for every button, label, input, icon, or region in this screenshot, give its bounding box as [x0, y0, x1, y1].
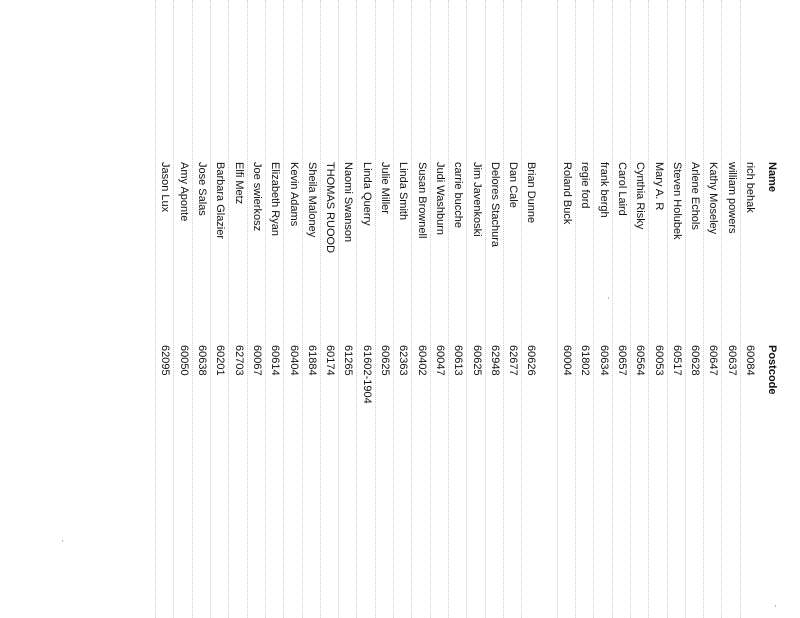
postcode-cell: 60517 [670, 345, 683, 376]
postcode-cell: 60634 [597, 345, 610, 376]
postcode-cell: 60174 [324, 345, 337, 376]
table-row [575, 0, 593, 618]
table-body [155, 0, 758, 618]
name-cell: Amy Aponte [177, 162, 190, 222]
table-header [762, 0, 778, 618]
name-cell: Cynthia Risky [634, 162, 647, 230]
name-cell: carrie bucche [452, 162, 465, 229]
table-row [630, 0, 648, 618]
table-row [210, 0, 228, 618]
name-cell: Jason Lux [159, 162, 172, 213]
table-row [302, 0, 320, 618]
table-row [411, 0, 429, 618]
table-row [740, 0, 758, 618]
table-row [228, 0, 246, 618]
table-row [430, 0, 448, 618]
table-row [521, 0, 539, 618]
postcode-cell: 60201 [214, 345, 227, 376]
table-row [155, 0, 173, 618]
name-column-header: Name [766, 162, 778, 192]
postcode-cell: 60637 [725, 345, 738, 376]
postcode-cell: 60047 [433, 345, 446, 376]
postcode-cell: 60625 [470, 345, 483, 376]
name-cell: Joe swierkosz [250, 162, 263, 232]
table-row [721, 0, 739, 618]
table-row [265, 0, 283, 618]
postcode-cell: 60402 [415, 345, 428, 376]
name-cell: Linda Querry [360, 162, 373, 226]
name-cell: Jim Javenkoski [470, 162, 483, 237]
name-cell: Steven Holubek [670, 162, 683, 240]
name-cell: Dan Cale [507, 162, 520, 208]
name-cell: regie ford [579, 162, 592, 209]
table-row [393, 0, 411, 618]
table-row [356, 0, 374, 618]
name-cell: Kathy Moseley [707, 162, 720, 235]
postcode-cell: 61802 [579, 345, 592, 376]
postcode-cell: 61602-1904 [360, 345, 373, 404]
postcode-column-header: Postcode [766, 345, 778, 395]
postcode-cell: 60084 [744, 345, 756, 376]
name-cell: Barbara Glazier [214, 162, 227, 240]
postcode-cell: 60625 [379, 345, 392, 376]
table-row [448, 0, 466, 618]
name-cell: THOMAS RUOOD [324, 162, 337, 254]
row-gap [539, 0, 556, 618]
name-cell: Elizabeth Ryan [269, 162, 282, 236]
name-cell: Judi Washburn [433, 162, 446, 235]
table-row [648, 0, 666, 618]
table-row [466, 0, 484, 618]
postcode-cell: 60647 [707, 345, 720, 376]
name-cell: Arlene Echols [689, 162, 702, 230]
postcode-cell: 60050 [177, 345, 190, 376]
name-cell: william powers [725, 162, 738, 234]
name-cell: Kevin Adams [287, 162, 300, 227]
postcode-cell: 60067 [250, 345, 263, 376]
name-cell: Carol Laird [615, 162, 628, 216]
table-row [685, 0, 703, 618]
name-cell: Naomi Swanson [342, 162, 355, 243]
name-cell: Elfi Metz [232, 162, 245, 205]
postcode-cell: 61884 [305, 345, 318, 376]
table-row [320, 0, 338, 618]
name-cell: Delores Stachura [488, 162, 501, 247]
name-cell: rich behak [744, 162, 756, 213]
name-cell: Roland Buck [561, 162, 574, 225]
postcode-cell: 60613 [452, 345, 465, 376]
postcode-cell: 60564 [634, 345, 647, 376]
scan-noise-speck [62, 540, 63, 542]
name-cell: Brian Dunne [525, 162, 538, 224]
postcode-cell: 60628 [689, 345, 702, 376]
table-row [667, 0, 685, 618]
name-cell: Linda Smith [397, 162, 410, 221]
postcode-cell: 61265 [342, 345, 355, 376]
name-cell: Jose Salas [196, 162, 209, 216]
postcode-cell: 60657 [615, 345, 628, 376]
name-cell: frank bergh [597, 162, 610, 218]
table-row [485, 0, 503, 618]
postcode-cell: 60404 [287, 345, 300, 376]
postcode-cell: 60004 [561, 345, 574, 376]
table-row [192, 0, 210, 618]
name-cell: Susan Brownell [415, 162, 428, 239]
postcode-cell: 62095 [159, 345, 172, 376]
table-row [375, 0, 393, 618]
table-row [557, 0, 575, 618]
table-row [593, 0, 611, 618]
postcode-cell: 60614 [269, 345, 282, 376]
table-row [703, 0, 721, 618]
scan-noise-speck [608, 297, 609, 299]
name-cell: Sheila Maloney [305, 162, 318, 238]
table-row [503, 0, 521, 618]
postcode-cell: 60626 [525, 345, 538, 376]
postcode-cell: 60638 [196, 345, 209, 376]
postcode-cell: 62703 [232, 345, 245, 376]
name-cell: Mary A. R [652, 162, 665, 211]
table-row [174, 0, 192, 618]
postcode-cell: 62948 [488, 345, 501, 376]
postcode-cell: 62363 [397, 345, 410, 376]
table-row [612, 0, 630, 618]
table-row [283, 0, 301, 618]
postcode-cell: 62677 [507, 345, 520, 376]
postcode-cell: 60053 [652, 345, 665, 376]
table-row [247, 0, 265, 618]
scan-noise-speck [775, 605, 776, 607]
name-cell: Julie Miller [379, 162, 392, 214]
table-row [338, 0, 356, 618]
